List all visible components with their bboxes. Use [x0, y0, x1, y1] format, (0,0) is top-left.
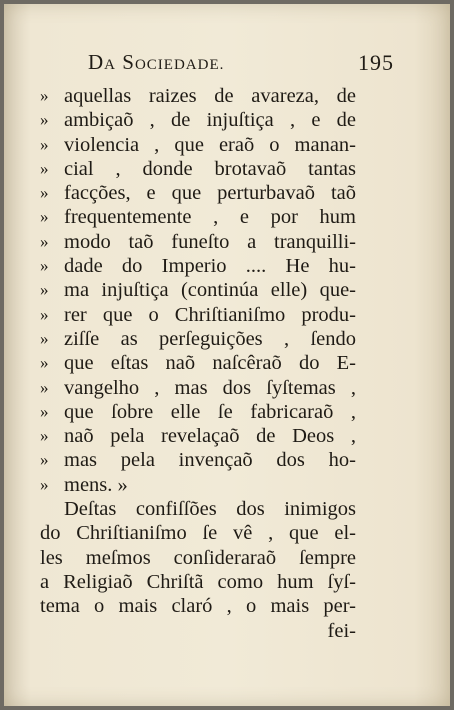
text-line: [40, 108, 356, 132]
line-text: ambiçaõ , de injuſtiça , e de: [64, 109, 356, 132]
text-line: [40, 448, 356, 472]
quote-mark: »: [40, 450, 48, 470]
title-initial-s: S: [122, 50, 135, 74]
body-text: [40, 84, 356, 643]
quote-mark: »: [40, 377, 48, 397]
line-text: mas pela invençaõ dos ho-: [64, 449, 356, 472]
line-text: que ſobre elle ſe fabricaraõ ,: [64, 400, 356, 423]
running-header: [84, 50, 394, 80]
text-line: [40, 84, 356, 108]
quote-mark: »: [40, 256, 48, 276]
line-text: ma injuſtiça (continúa elle) que-: [64, 279, 356, 302]
text-line: [40, 278, 356, 302]
title-small-rest: OCIEDADE.: [134, 57, 225, 73]
text-line: [40, 157, 356, 181]
page-number: 195: [358, 50, 394, 75]
line-text: dade do Imperio .... He hu-: [64, 255, 356, 278]
line-text: Deſtas confiſſões dos inimigos: [64, 498, 356, 521]
line-text: les meſmos conſideraraõ ſempre: [40, 546, 356, 569]
line-text: rer que o Chriſtianiſmo produ-: [64, 303, 356, 326]
line-text: a Religiaõ Chriſtã como hum ſyſ-: [40, 570, 356, 593]
quote-mark: »: [40, 280, 48, 300]
line-text: vangelho , mas dos ſyſtemas ,: [64, 376, 356, 399]
line-text: tema o mais claró , o mais per-: [40, 595, 356, 618]
text-line: [40, 376, 356, 400]
text-line: [40, 254, 356, 278]
text-line: [40, 497, 356, 521]
quote-mark: »: [40, 183, 48, 203]
text-line: [40, 351, 356, 375]
text-line: [40, 473, 356, 497]
quote-mark: »: [40, 304, 48, 324]
quote-mark: »: [40, 231, 48, 251]
book-page: [4, 4, 450, 706]
line-text: do Chriſtianiſmo ſe vê , que el-: [40, 522, 356, 545]
line-text: naõ pela revelaçaõ de Deos ,: [64, 425, 356, 448]
text-line: [40, 521, 356, 545]
text-line: [40, 400, 356, 424]
title-initial: D: [88, 50, 105, 74]
quote-mark: »: [40, 158, 48, 178]
quote-mark: »: [40, 474, 48, 494]
text-line: [40, 205, 356, 229]
line-text: modo taõ funeſto a tranquilli-: [64, 230, 356, 253]
text-line: [40, 619, 356, 643]
text-line: [40, 570, 356, 594]
quote-mark: »: [40, 328, 48, 348]
text-line: [40, 230, 356, 254]
quote-mark: »: [40, 401, 48, 421]
text-line: [40, 424, 356, 448]
text-line: [40, 181, 356, 205]
line-text: que eſtas naõ naſcêraõ do E-: [64, 352, 356, 375]
line-text: cial , donde brotavaõ tantas: [64, 157, 356, 180]
quote-mark: »: [40, 426, 48, 446]
text-line: [40, 327, 356, 351]
quote-mark: »: [40, 207, 48, 227]
text-line: [40, 303, 356, 327]
quote-mark: »: [40, 134, 48, 154]
text-line: [40, 546, 356, 570]
line-text: ziſſe as perſeguições , ſendo: [64, 327, 356, 350]
quote-mark: »: [40, 110, 48, 130]
line-text: frequentemente , e por hum: [64, 206, 356, 229]
line-text: fei-: [327, 619, 356, 642]
line-text: facções, e que perturbavaõ taõ: [64, 182, 356, 205]
text-line: [40, 594, 356, 618]
running-title: [88, 50, 224, 75]
quote-mark: »: [40, 86, 48, 105]
text-line: [40, 133, 356, 157]
title-small-a: A: [104, 57, 117, 73]
line-text: mens. »: [64, 473, 128, 496]
line-text: violencia , que eraõ o manan-: [64, 133, 356, 156]
line-text: aquellas raizes de avareza, de: [64, 85, 356, 107]
quote-mark: »: [40, 353, 48, 373]
